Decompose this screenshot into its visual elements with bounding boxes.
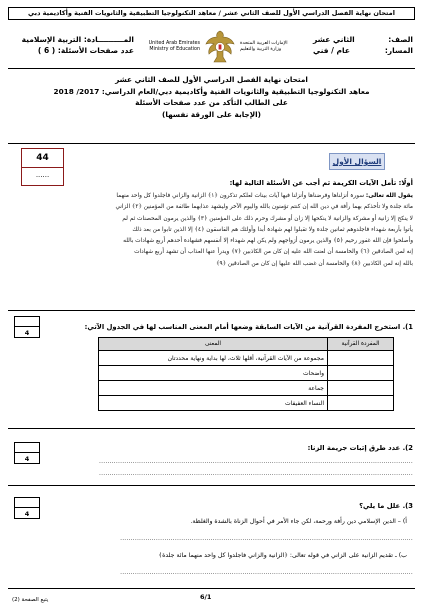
ministry-logo-block	[140, 27, 300, 69]
q1-question	[85, 323, 413, 331]
page-number: 6/1	[200, 593, 212, 601]
ministry-name-en: United Arab Emirates Ministry of Education	[148, 41, 200, 52]
q3-part-b: ب) ـ تقديم الزانية على الزاني في قوله تعالى: ﴿الزانية والزاني فاجلدوا كل واحد منهما مائة جلدة﴾	[158, 552, 407, 559]
q2-answer-line[interactable]: .....................................................................................................................................................	[99, 458, 413, 465]
meaning-cell: جماعة	[99, 381, 328, 396]
q2-text: عدد طرق إثبات جريمة الزنا:	[307, 444, 401, 452]
q2-divider	[8, 485, 415, 486]
answer-cell[interactable]	[328, 381, 394, 396]
answer-cell[interactable]	[328, 351, 394, 366]
subject-value: التربية الإسلامية	[21, 35, 82, 44]
grade-value: الثاني عشر	[313, 35, 355, 44]
vocab-table	[98, 337, 394, 411]
header-grade-track	[313, 34, 413, 56]
q2-question	[308, 444, 413, 452]
section-tag-q1: السؤال الأول	[329, 153, 385, 170]
col-header-word: المفردة القرآنية	[328, 338, 394, 351]
score-blank[interactable]: ......	[35, 171, 50, 179]
header-divider	[8, 68, 415, 69]
q3-mark-box	[14, 497, 40, 519]
q3-text: علل ما يلي؟	[359, 502, 401, 510]
q3-part-a: أ) – الدين الإسلامي دين رأفة ورحمة، لكن جاء الأمر في أحوال الزناة بالشدة والغلظة.	[190, 518, 407, 525]
table-row	[99, 366, 394, 381]
table-row	[99, 396, 394, 411]
q2-answer-line[interactable]: .....................................................................................................................................................	[99, 470, 413, 477]
q3-mark: 4	[24, 510, 30, 518]
q2-mark: 4	[24, 455, 30, 463]
title-line-4: (الإجابة على الورقة نفسها)	[162, 109, 261, 119]
q3a-answer-line[interactable]: ...........................................................................................................................................	[120, 535, 413, 542]
continue-note: يتبع الصفحة (2)	[12, 597, 49, 603]
verse-line: إنه لمن الصادقين ﴿٦﴾ والخامسة أن لعنت الله عليه إن كان من الكاذبين ﴿٧﴾ ويدرأ عنها العذاب أن تشهد أربع شهادات	[134, 249, 413, 256]
exam-banner: امتحان نهاية الفصل الدراسي الأول للصف الثاني عشر / معاهد التكنولوجيا التطبيقية والثانويات الفنية وأكاديمية دبي	[8, 7, 415, 20]
col-header-meaning: المعنى	[99, 338, 328, 351]
title-line-2: معاهد التكنولوجيا التطبيقية والثانويات الفنية وأكاديمية دبي/العام الدراسي: 2017/ 2018	[53, 86, 370, 96]
answer-cell[interactable]	[328, 366, 394, 381]
q1-instruction: أولًا: تأمل الآيات الكريمة ثم أجب عن الأسئلة التالية لها:	[229, 179, 413, 187]
meaning-cell: مجموعة من الآيات القرآنية، أقلها ثلاث، لها بداية ونهاية محددتان	[99, 351, 328, 366]
q1-mark: 4	[24, 329, 30, 337]
q1-divider	[8, 428, 415, 429]
q3b-answer-line[interactable]: ...........................................................................................................................................	[120, 569, 413, 576]
answer-cell[interactable]	[328, 396, 394, 411]
header-subject-pages	[14, 34, 134, 56]
meaning-cell: واضحات	[99, 366, 328, 381]
verse-line: وأصلحوا فإن الله غفور رحيم ﴿٥﴾ والذين يرمون أزواجهم ولم يكن لهم شهداء إلا أنفسهم فشهادة أحدهم أربع شهادات بالله	[123, 238, 413, 245]
verse-line: سورة أنزلناها وفرضناها وأنزلنا فيها آيات بينات لعلكم تذكرون ﴿١﴾ الزانية والزاني فاجلدوا كل واحد منهما	[116, 193, 365, 199]
verse-line: لا ينكح إلا زانية أو مشركة والزانية لا ينكحها إلا زان أو مشرك وحرم ذلك على المؤمنين ﴿٣﴾ والذين يرمون المحصنات ثم لم	[122, 215, 413, 222]
quran-verses	[10, 191, 413, 270]
track-label: المسار:	[384, 46, 413, 55]
table-row	[99, 351, 394, 366]
meaning-cell: النساء العفيفات	[99, 396, 328, 411]
title-line-1: امتحان نهاية الفصل الدراسي الأول للصف الثاني عشر	[115, 75, 308, 84]
q3-question	[359, 502, 413, 510]
footer-divider	[8, 588, 415, 589]
pages-label: عدد صفحات الأسئلة:	[57, 46, 134, 55]
q3-number: 3).	[402, 502, 413, 510]
q1-text: استخرج المفردة القرآنية من الآيات السابقة وضعها أمام المعنى المناسب لها في الجدول الآتي:	[84, 323, 401, 331]
table-row	[99, 381, 394, 396]
verse-line: بالله إنه لمن الكاذبين ﴿٨﴾ والخامسة أن غضب الله عليها إن كان من الصادقين ﴿٩﴾	[216, 260, 413, 267]
q2-mark-box	[14, 442, 40, 464]
q1-number: 1).	[402, 323, 413, 331]
verse-line: مائة جلدة ولا تأخذكم بهما رأفة في دين الله إن كنتم تؤمنون بالله واليوم الآخر وليشهد عذابهما طائفة من المؤمنين ﴿٢﴾ الزاني	[115, 204, 413, 211]
grade-label: الصف:	[388, 35, 413, 44]
track-value: عام / فني	[313, 46, 350, 55]
pages-value: ( 6 )	[37, 46, 56, 55]
verse-line: يأتوا بأربعة شهداء فاجلدوهم ثمانين جلدة ولا تقبلوا لهم شهادة أبدا وأولئك هم الفاسقون ﴿٤﴾ إلا الذين تابوا من بعد ذلك	[132, 226, 413, 233]
verses-divider	[8, 310, 415, 311]
exam-title-block	[10, 74, 413, 120]
subject-label: المــــــــــادة:	[83, 35, 134, 44]
verses-intro: يقول الله تعالى:	[365, 193, 413, 199]
q2-number: 2).	[402, 444, 413, 452]
uae-falcon-emblem-icon	[204, 29, 236, 65]
q1-mark-box	[14, 316, 40, 338]
ministry-name-ar: الإمارات العربية المتحدة وزارة التربية والتعليم	[240, 41, 288, 52]
title-line-3: على الطالب التأكد من عدد صفحات الأسئلة	[135, 98, 288, 107]
title-divider	[8, 143, 415, 144]
total-score: 44	[22, 149, 63, 168]
